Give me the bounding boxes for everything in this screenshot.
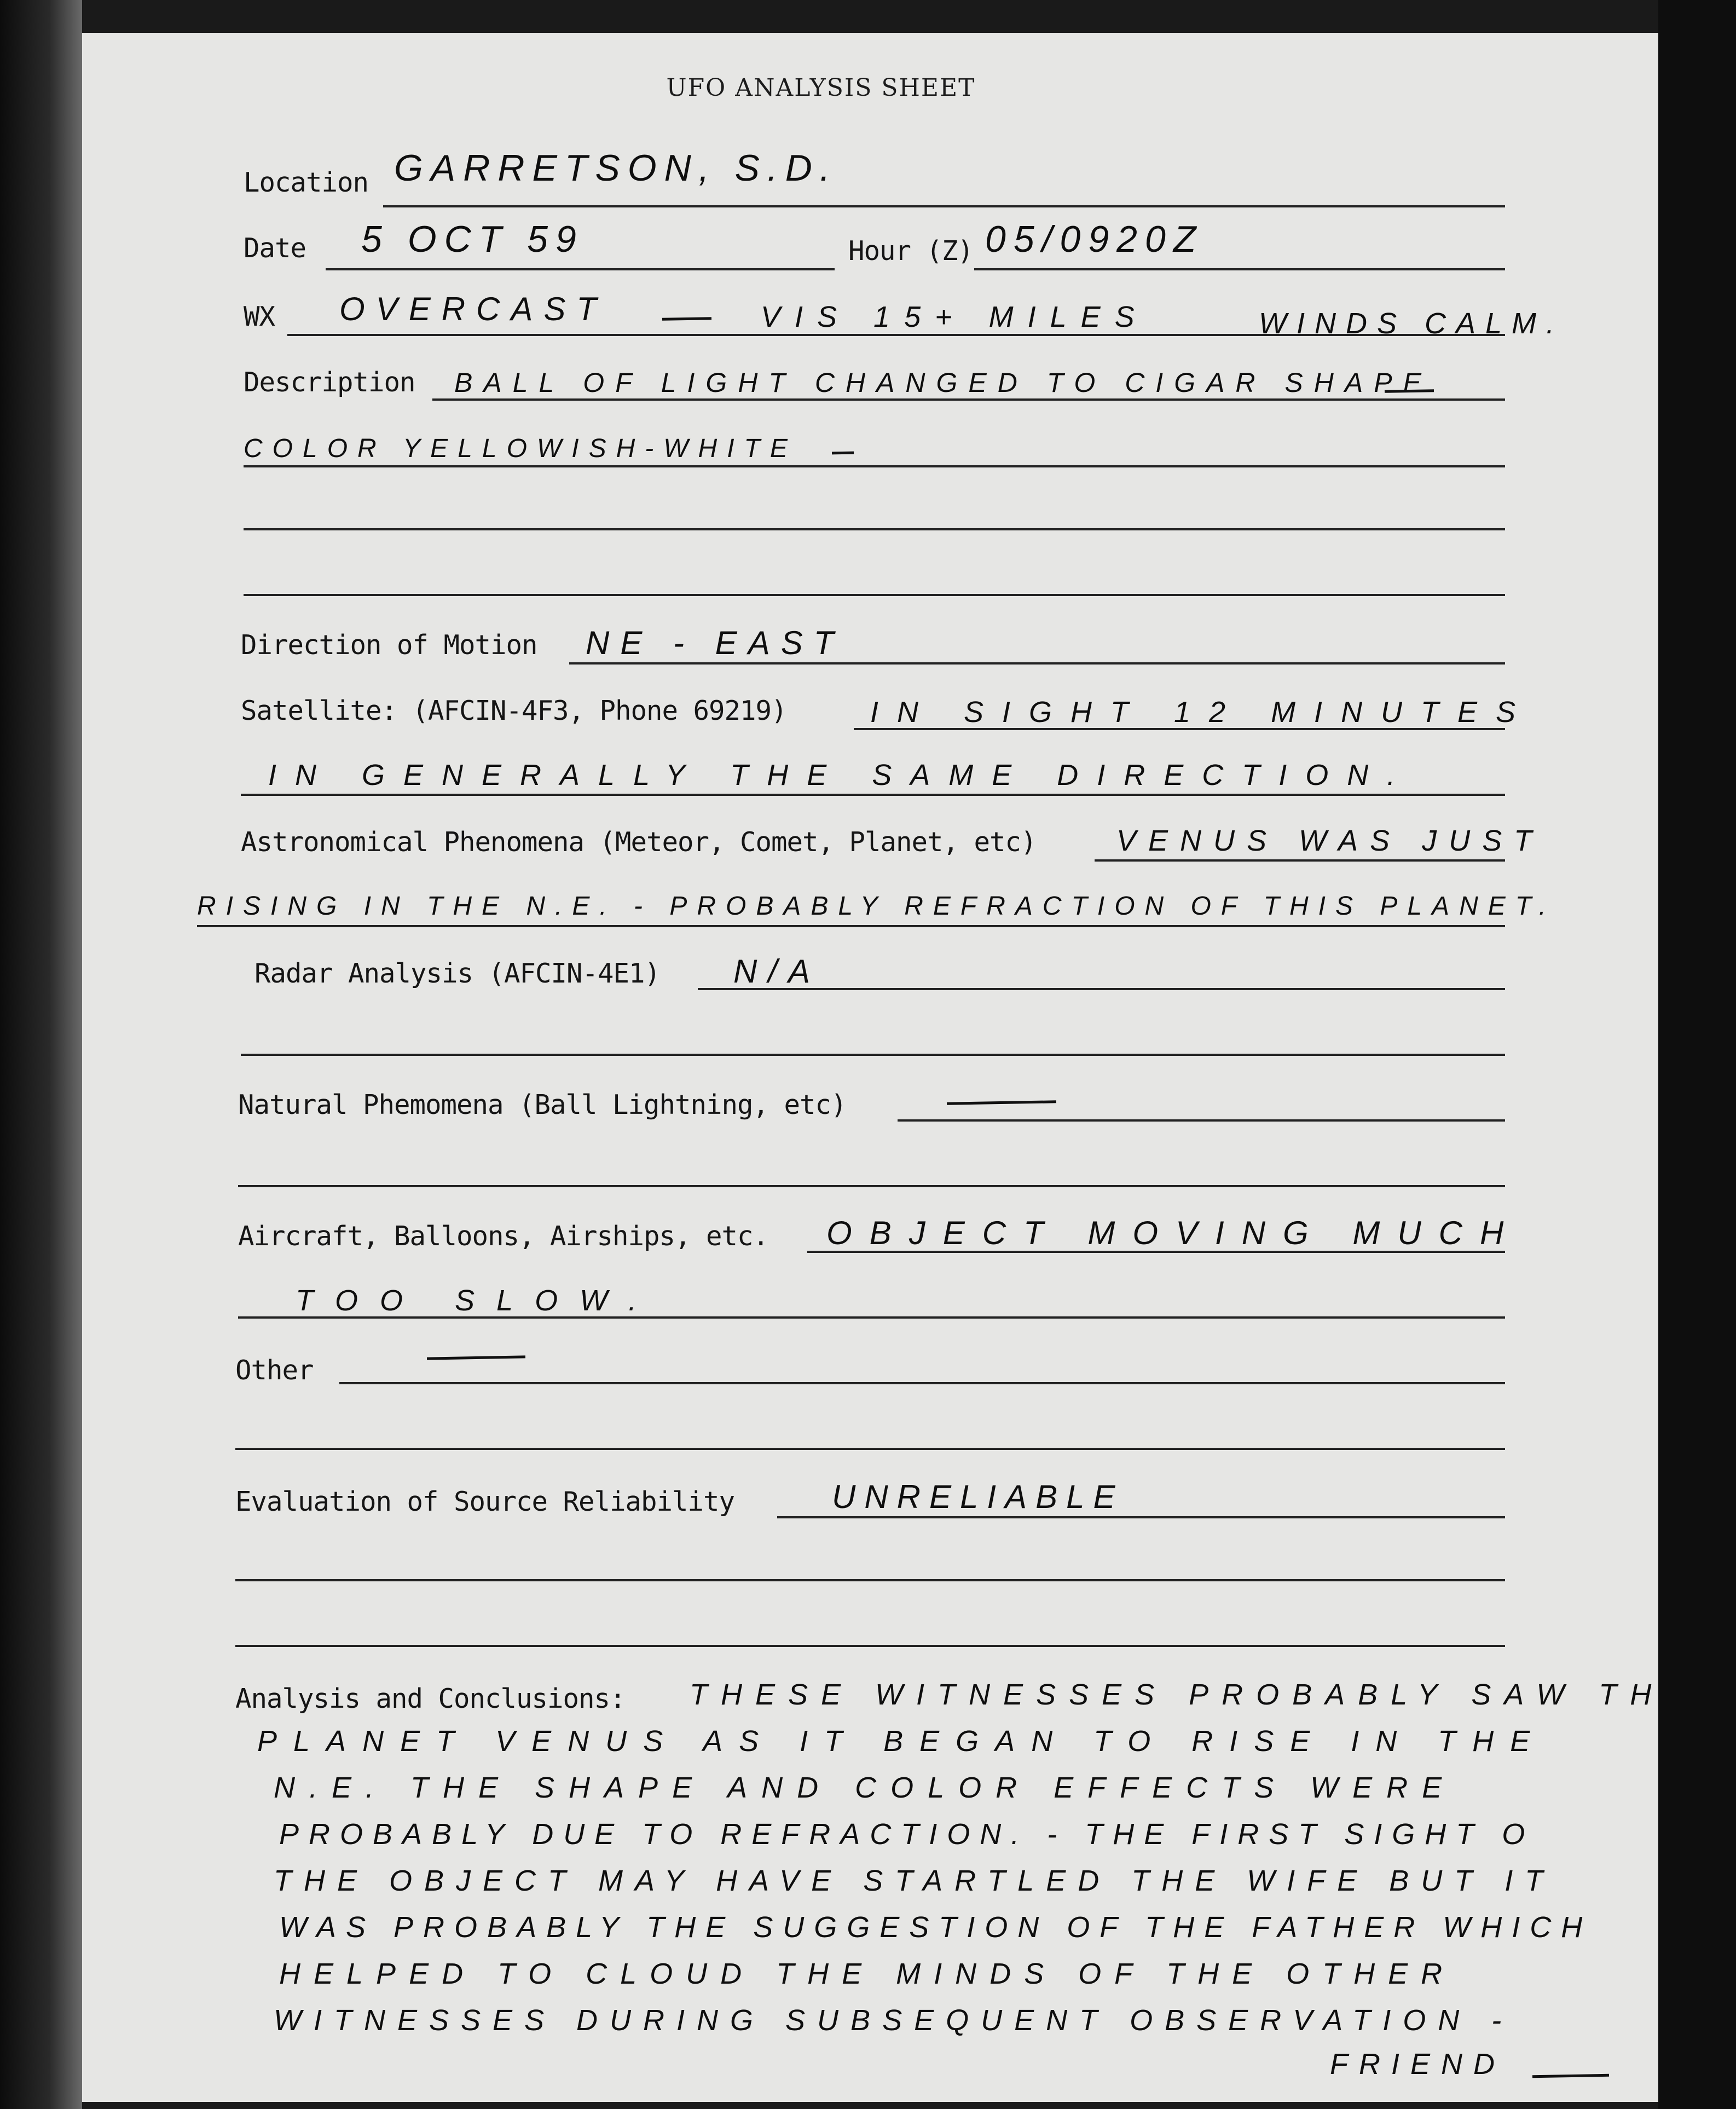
analysis-line-4: PROBABLY DUE TO REFRACTION. - THE FIRST SIGHT O — [279, 1818, 1535, 1851]
direction-line — [569, 662, 1505, 665]
radar-label: Radar Analysis (AFCIN-4E1) — [254, 958, 661, 989]
astronomical-label: Astronomical Phenomena (Meteor, Comet, Planet, etc) — [241, 827, 1037, 858]
other-label: Other — [235, 1355, 314, 1386]
location-label: Location — [244, 167, 369, 198]
direction-label: Direction of Motion — [241, 629, 537, 661]
other-line-2 — [235, 1448, 1505, 1450]
natural-line-2 — [238, 1185, 1505, 1187]
analysis-line-7: HELPED TO CLOUD THE MINDS OF THE OTHER — [279, 1957, 1456, 1990]
analysis-line-3: N.E. THE SHAPE AND COLOR EFFECTS WERE — [274, 1771, 1456, 1804]
satellite-value-2: IN GENERALLY THE SAME DIRECTION. — [268, 759, 1414, 791]
evaluation-label: Evaluation of Source Reliability — [235, 1486, 735, 1517]
satellite-line-2 — [241, 794, 1505, 796]
astronomical-value-2: RISING IN THE N.E. - PROBABLY REFRACTION OF THIS PLANET. — [197, 892, 1556, 921]
radar-line-2 — [241, 1054, 1505, 1056]
evaluation-line-3 — [235, 1645, 1505, 1647]
scan-border-left — [0, 0, 82, 2109]
description-line-4 — [244, 594, 1505, 596]
wx-label: WX — [244, 301, 275, 332]
analysis-line-8: WITNESSES DURING SUBSEQUENT OBSERVATION - — [274, 2004, 1514, 2037]
date-value: 5 OCT 59 — [361, 218, 584, 260]
astronomical-line-1 — [1095, 859, 1505, 862]
evaluation-line-2 — [235, 1579, 1505, 1581]
radar-value: N/A — [733, 953, 821, 990]
location-value: GARRETSON, S.D. — [394, 147, 838, 189]
direction-value: NE - EAST — [586, 625, 845, 661]
hour-value: 05/0920Z — [985, 218, 1204, 260]
wx-value-3: WINDS CALM. — [1259, 307, 1565, 340]
evaluation-value: UNRELIABLE — [832, 1478, 1124, 1515]
date-line — [326, 268, 835, 270]
description-value-2: COLOR YELLOWISH-WHITE — [244, 434, 797, 463]
description-value-1: BALL OF LIGHT CHANGED TO CIGAR SHAPE — [454, 367, 1432, 398]
astronomical-value-1: VENUS WAS JUST — [1116, 824, 1544, 857]
natural-label: Natural Phemomena (Ball Lightning, etc) — [238, 1089, 847, 1120]
satellite-label: Satellite: (AFCIN-4F3, Phone 69219) — [241, 695, 787, 726]
scan-border-right — [1658, 0, 1736, 2109]
natural-line-1 — [898, 1119, 1505, 1122]
aircraft-value-2: TOO SLOW. — [296, 1284, 659, 1317]
astronomical-line-2 — [197, 925, 1505, 927]
wx-value-1: OVERCAST — [339, 291, 608, 327]
description-label: Description — [244, 367, 415, 398]
satellite-value-1: IN SIGHT 12 MINUTES — [870, 696, 1535, 729]
evaluation-line-1 — [777, 1516, 1505, 1518]
analysis-line-2: PLANET VENUS AS IT BEGAN TO RISE IN THE — [257, 1725, 1547, 1758]
hour-label: Hour (Z) — [848, 235, 974, 267]
hour-line — [974, 268, 1505, 270]
aircraft-value-1: OBJECT MOVING MUCH — [826, 1215, 1521, 1251]
description-line-3 — [244, 528, 1505, 530]
form-title: UFO ANALYSIS SHEET — [666, 74, 976, 102]
description-line-1 — [432, 398, 1505, 401]
analysis-label: Analysis and Conclusions: — [235, 1683, 626, 1714]
description-line-2 — [244, 465, 1505, 467]
analysis-line-6: WAS PROBABLY THE SUGGESTION OF THE FATHER WHICH — [279, 1911, 1593, 1944]
signature: FRIEND — [1330, 2048, 1506, 2081]
dash-mark — [832, 452, 854, 455]
location-line — [383, 205, 1505, 207]
analysis-line-5: THE OBJECT MAY HAVE STARTLED THE WIFE BUT IT — [274, 1864, 1555, 1897]
aircraft-label: Aircraft, Balloons, Airships, etc. — [238, 1221, 769, 1252]
other-line-1 — [339, 1382, 1505, 1384]
date-label: Date — [244, 233, 306, 264]
wx-value-2: VIS 15+ MILES — [761, 301, 1149, 333]
analysis-line-1: THESE WITNESSES PROBABLY SAW THE — [690, 1678, 1698, 1711]
